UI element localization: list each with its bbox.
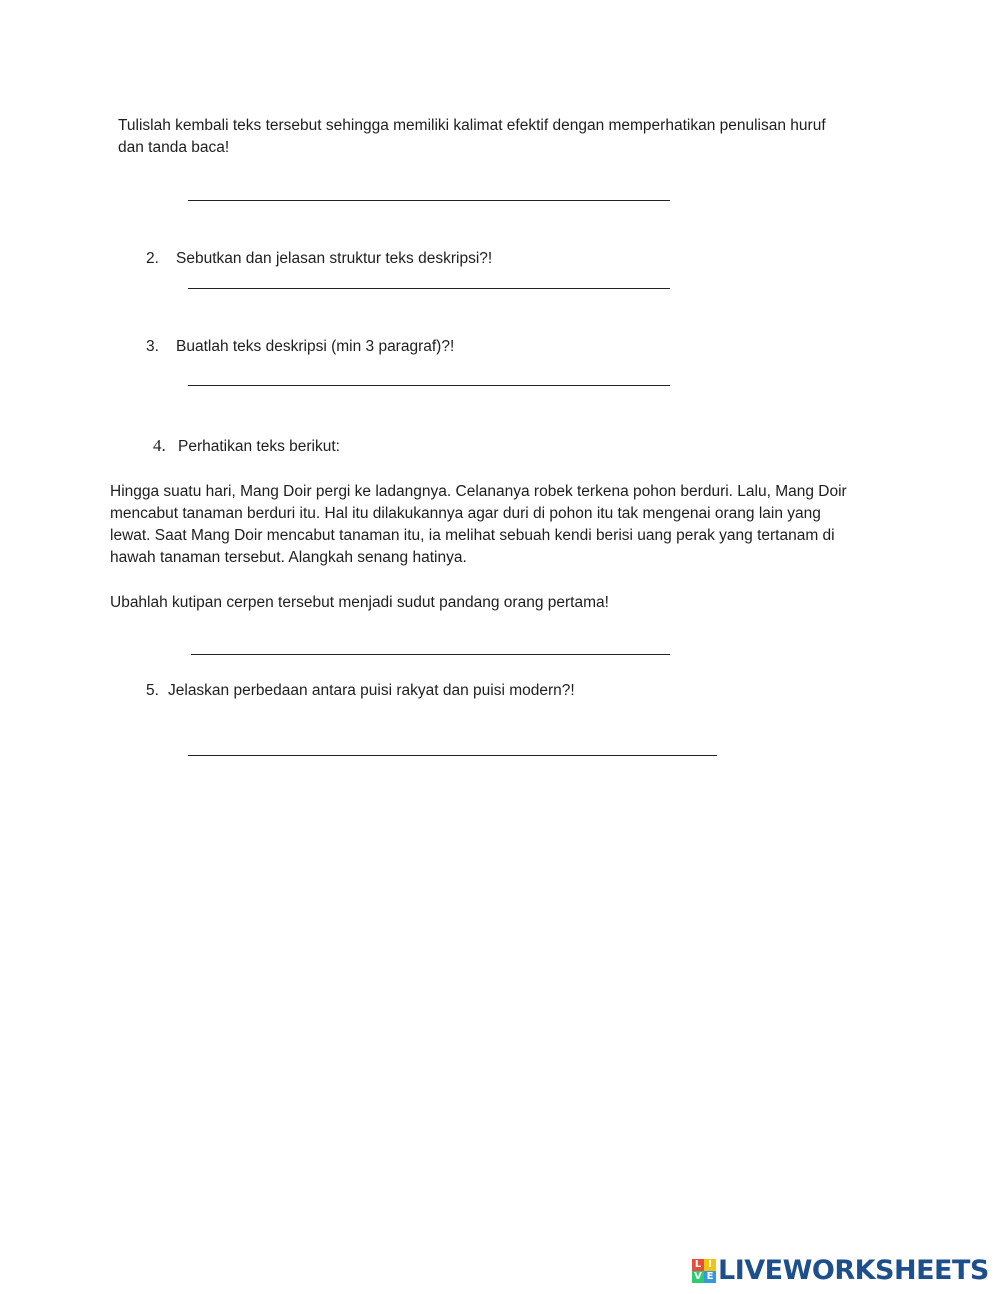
question-5-text: Jelaskan perbedaan antara puisi rakyat dan puisi modern?! <box>168 682 575 699</box>
logo-badge-letter: I <box>704 1259 716 1271</box>
instruction-line-1: Tulislah kembali teks tersebut sehingga memiliki kalimat efektif dengan memperhatikan penulisan huruf <box>118 117 826 134</box>
logo-badge-letter: V <box>692 1271 704 1283</box>
liveworksheets-logo <box>692 1255 989 1286</box>
question-5-number: 5. <box>146 682 159 699</box>
question-4-text: Perhatikan teks berikut: <box>178 438 340 455</box>
story-line-4: hawah tanaman tersebut. Alangkah senang hatinya. <box>110 549 467 566</box>
answer-line-5[interactable] <box>188 755 717 756</box>
logo-badge-icon <box>692 1259 716 1283</box>
logo-badge-letter: L <box>692 1259 704 1271</box>
question-2-number: 2. <box>146 250 159 267</box>
question-3 <box>146 336 454 358</box>
story-task: Ubahlah kutipan cerpen tersebut menjadi sudut pandang orang pertama! <box>110 594 609 611</box>
answer-line-2[interactable] <box>188 288 670 289</box>
answer-line-3[interactable] <box>188 385 670 386</box>
question-3-text: Buatlah teks deskripsi (min 3 paragraf)?! <box>176 338 455 355</box>
question-5 <box>146 680 575 702</box>
story-line-3: lewat. Saat Mang Doir mencabut tanaman itu, ia melihat sebuah kendi berisi uang perak yang tertanam di <box>110 527 835 544</box>
question-4 <box>153 435 340 458</box>
answer-line-1[interactable] <box>188 200 670 201</box>
story-line-1: Hingga suatu hari, Mang Doir pergi ke ladangnya. Celananya robek terkena pohon berduri. Lalu, Mang Doir <box>110 483 847 500</box>
question-3-number: 3. <box>146 338 159 355</box>
story-paragraph <box>110 481 900 569</box>
question-2-text: Sebutkan dan jelasan struktur teks deskripsi?! <box>176 250 493 267</box>
answer-line-4[interactable] <box>191 654 670 655</box>
logo-text: LIVEWORKSHEETS <box>718 1255 989 1286</box>
instruction-line-2: dan tanda baca! <box>118 139 230 156</box>
question-4-number: 4. <box>153 436 166 455</box>
story-line-2: mencabut tanaman berduri itu. Hal itu dilakukannya agar duri di pohon itu tak mengenai orang lain yang <box>110 505 821 522</box>
question-2 <box>146 248 492 270</box>
logo-badge-letter: E <box>704 1271 716 1283</box>
